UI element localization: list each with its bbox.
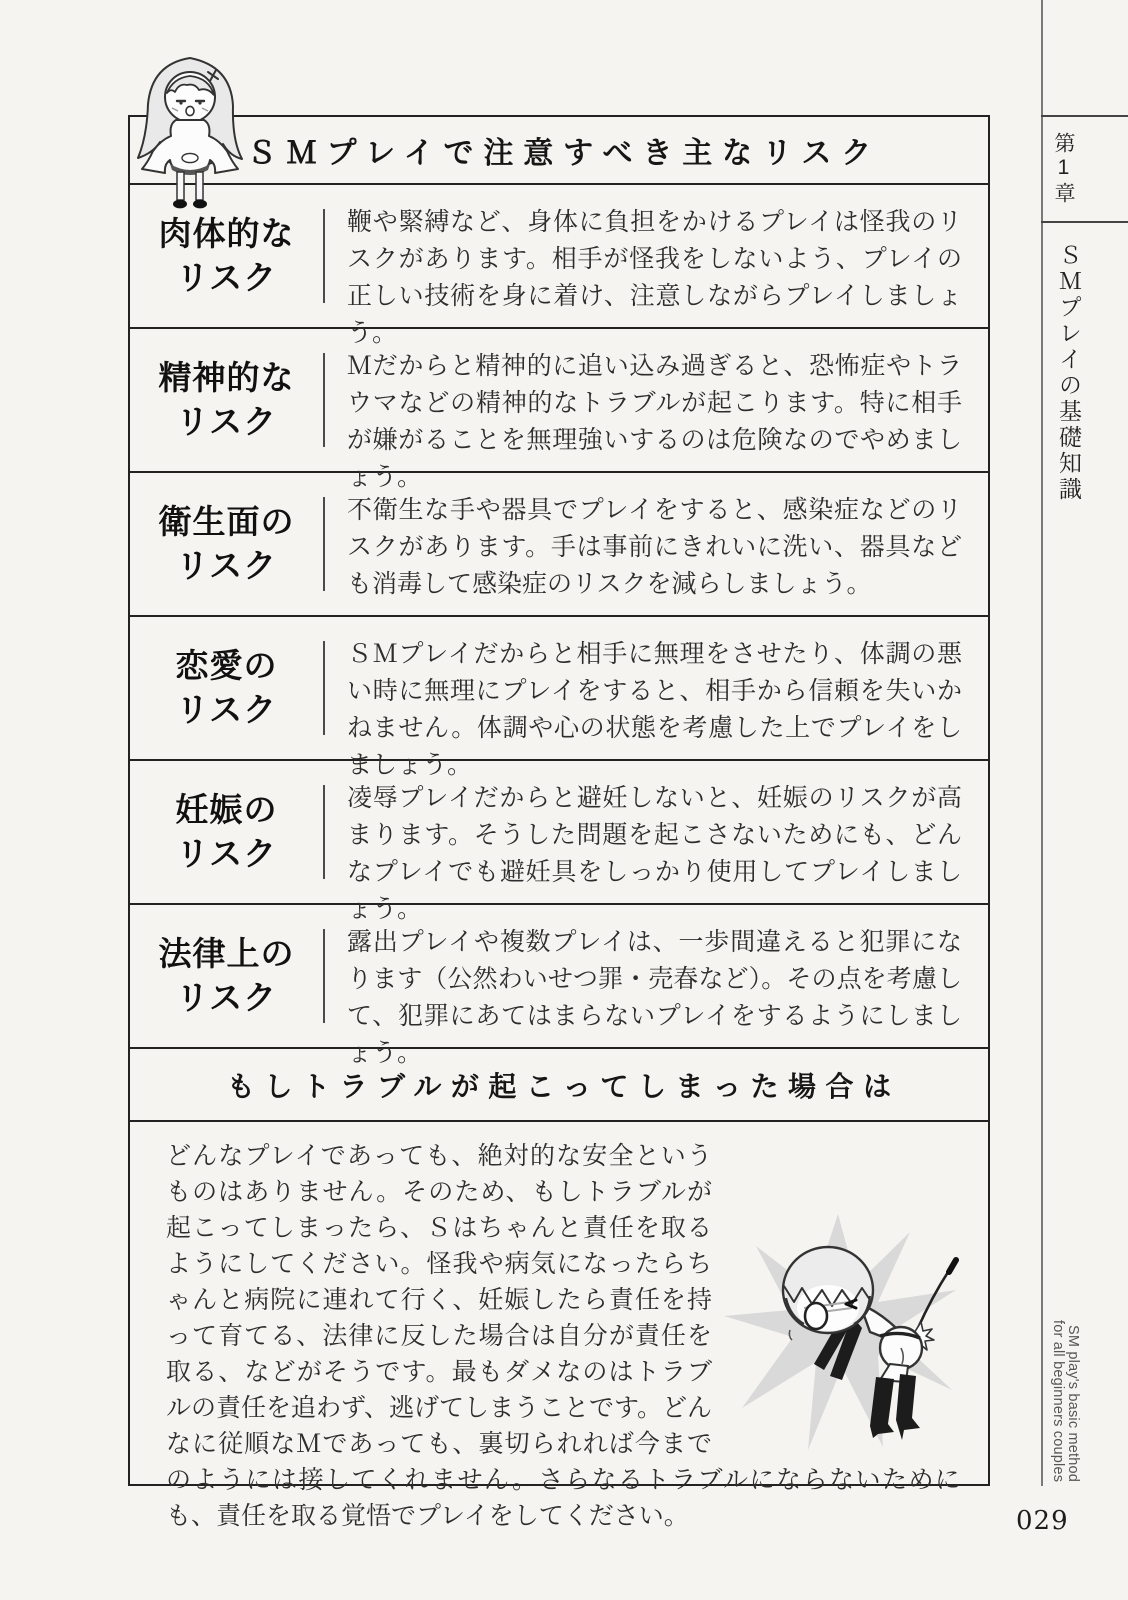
chapter-title: ＳＭプレイの基礎知識	[1056, 243, 1082, 503]
page-number: 029	[1016, 1506, 1069, 1536]
row-label	[130, 905, 323, 1047]
row-label-line2: リスク	[175, 259, 278, 296]
row-description: 凌辱プレイだからと避妊しないと、妊娠のリスクが高まります。そうした問題を起こさないためにも、どんなプレイでも避妊具をしっかり使用してプレイしましょう。	[347, 784, 962, 923]
table-row-pregnancy	[130, 761, 988, 923]
trouble-section-body-area	[130, 1122, 988, 1530]
table-row-mental	[130, 329, 988, 491]
table-row-hygiene	[130, 473, 988, 617]
row-description: ＳＭプレイだからと相手に無理をさせたり、体調の悪い時に無理にプレイをすると、相手から信頼を失いかねません。体調や心の状態を考慮した上でプレイをしましょう。	[347, 640, 962, 779]
row-description: 不衛生な手や器具でプレイをすると、感染症などのリスクがあります。手は事前にきれいに洗い、器具なども消毒して感染症のリスクを減らしましょう。	[347, 496, 962, 598]
chapter-number: 第1章	[1052, 132, 1075, 206]
trouble-section-body-text: どんなプレイであっても、絶対的な安全というものはありません。そのため、もしトラブルが起こってしまったら、Ｓはちゃんと責任を取るようにしてください。怪我や病気になったらちゃんと病院に連れて行く、妊娠したら責任を持って育てる、法律に反した場合は自分が責任を取る、などがそうです。最もダメなのはトラブルの責任を追わず、逃げてしまうことです。どんなに従順なＭであっても、裏切られれば今までのようには接してくれません。さらなるトラブルにならないためにも、責任を取る覚悟でプレイをしてください。	[166, 1142, 960, 1530]
row-label-line1: 法律上の	[158, 935, 295, 972]
trouble-section-title: もしトラブルが起こってしまった場合は	[130, 1049, 988, 1122]
row-label	[130, 473, 323, 615]
english-side-caption-line2: for all beginners couples	[1050, 1319, 1066, 1482]
chibi-girl-whipped-illustration	[720, 1212, 960, 1452]
row-label-line2: リスク	[175, 979, 278, 1016]
row-label-line1: 恋愛の	[175, 647, 278, 684]
risk-table	[128, 115, 990, 1530]
chibi-girl-sitting-illustration	[120, 52, 260, 217]
table-row-legal	[130, 905, 988, 1067]
row-label-line1: 精神的な	[158, 359, 295, 396]
row-label-line2: リスク	[175, 403, 278, 440]
row-label-line2: リスク	[175, 547, 278, 584]
row-description: 鞭や緊縛など、身体に負担をかけるプレイは怪我のリスクがあります。相手が怪我をしないよう、プレイの正しい技術を身に着け、注意しながらプレイしましょう。	[347, 208, 962, 347]
table-row-romance	[130, 617, 988, 779]
row-label-line2: リスク	[175, 691, 278, 728]
row-description: Ｍだからと精神的に追い込み過ぎると、恐怖症やトラウマなどの精神的なトラブルが起こります。特に相手が嫌がることを無理強いするのは危険なのでやめましょう。	[347, 352, 962, 491]
risk-table-title: ＳＭプレイで注意すべき主なリスク	[130, 117, 988, 185]
row-label-line2: リスク	[175, 835, 278, 872]
row-description: 露出プレイや複数プレイは、一歩間違えると犯罪になります（公然わいせつ罪・売春など）。その点を考慮して、犯罪にあてはまらないプレイをするようにしましょう。	[347, 928, 962, 1067]
row-label-line1: 肉体的な	[158, 215, 295, 252]
row-label-line1: 衛生面の	[158, 503, 295, 540]
english-side-caption	[1050, 1298, 1080, 1482]
row-label	[130, 329, 323, 471]
english-side-caption-line1: SM play's basic method	[1065, 1324, 1081, 1482]
row-label	[130, 761, 323, 903]
row-label	[130, 617, 323, 759]
chapter-box-bottom-line	[1041, 221, 1128, 223]
row-label-line1: 妊娠の	[175, 791, 278, 828]
